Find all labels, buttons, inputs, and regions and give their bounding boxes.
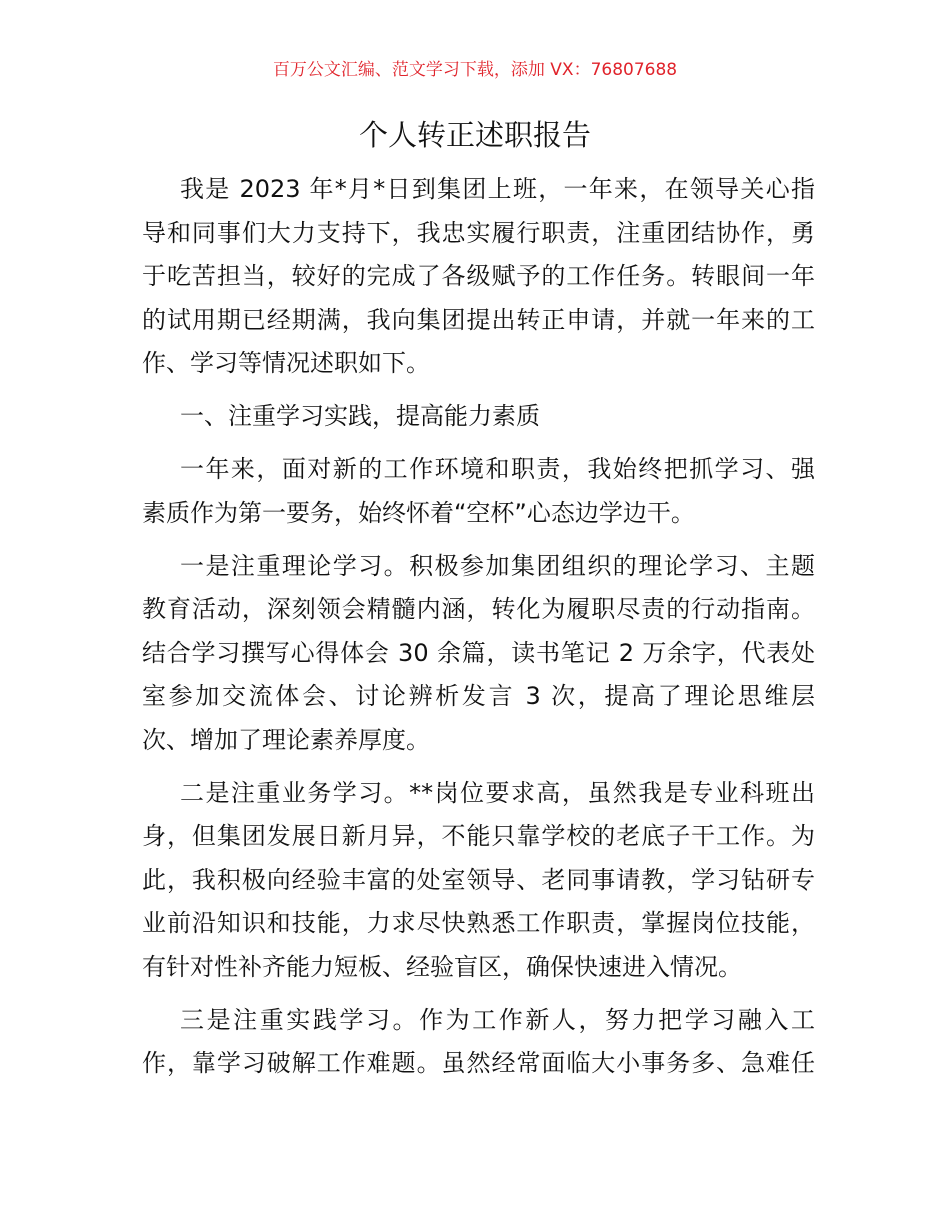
text-line: 的试用期已经期满，我向集团提出转正申请，并就一年来的工 — [142, 305, 815, 334]
text-line: 二是注重业务学习。**岗位要求高，虽然我是专业科班出 — [180, 778, 815, 807]
paragraph — [142, 168, 815, 386]
text-line: 一是注重理论学习。积极参加集团组织的理论学习、主题 — [180, 551, 815, 580]
text-line: 身，但集团发展日新月异，不能只靠学校的老底子干工作。为 — [142, 822, 815, 850]
text-line: 于吃苦担当，较好的完成了各级赋予的工作任务。转眼间一年 — [142, 262, 815, 290]
text-line: 作、学习等情况述职如下。 — [142, 349, 430, 377]
paragraph — [142, 448, 815, 535]
paragraph — [142, 545, 815, 763]
document-body — [142, 168, 815, 1095]
text-line: 次、增加了理论素养厚度。 — [142, 725, 430, 754]
section-heading — [142, 395, 815, 439]
text-line: 一年来，面对新的工作环境和职责，我始终把抓学习、强 — [180, 455, 815, 483]
text-line: 此，我积极向经验丰富的处室领导、老同事请教，学习钻研专 — [142, 865, 815, 894]
text-line: 三是注重实践学习。作为工作新人，努力把学习融入工 — [180, 1005, 815, 1034]
text-line: 有针对性补齐能力短板、经验盲区，确保快速进入情况。 — [142, 952, 742, 981]
text-line: 导和同事们大力支持下，我忠实履行职责，注重团结协作，勇 — [142, 218, 815, 247]
text-line: 作，靠学习破解工作难题。虽然经常面临大小事务多、急难任 — [142, 1049, 815, 1077]
text-line: 素质作为第一要务，始终怀着“空杯”心态边学边干。 — [142, 498, 695, 527]
text-line: 室参加交流体会、讨论辨析发言 3 次，提高了理论思维层 — [142, 682, 815, 710]
text-line: 结合学习撰写心得体会 30 余篇，读书笔记 2 万余字，代表处 — [142, 638, 815, 667]
paragraph — [142, 999, 815, 1086]
text-line: 我是 2023 年*月*日到集团上班，一年来，在领导关心指 — [180, 175, 815, 203]
document-title: 个人转正述职报告 — [358, 118, 591, 152]
watermark-header: 百万公文汇编、范文学习下载，添加 VX：76807688 — [272, 60, 678, 80]
text-line: 教育活动，深刻领会精髓内涵，转化为履职尽责的行动指南。 — [142, 595, 815, 623]
text-line: 业前沿知识和技能，力求尽快熟悉工作职责，掌握岗位技能， — [142, 909, 815, 937]
text-line: 一、注重学习实践，提高能力素质 — [180, 402, 540, 430]
paragraph — [142, 772, 815, 990]
